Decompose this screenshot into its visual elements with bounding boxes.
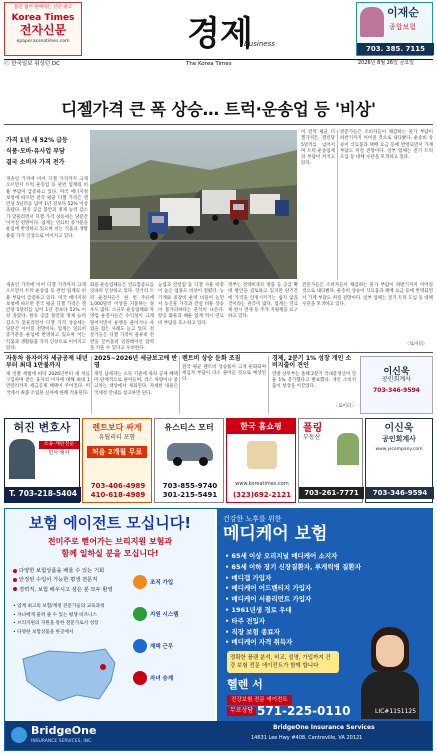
medicare-bullet-text: 메디갭 가입자 [231, 573, 272, 582]
auto-name: 유스티스 모터 [164, 423, 214, 432]
recruit-panel [5, 509, 215, 721]
brief-gdp[interactable] [272, 356, 356, 414]
promo-line1: 불만 없어 판매하는 신문·광고 [14, 5, 72, 10]
promo-url[interactable]: epaper.koreatimes.com [16, 39, 70, 45]
medicare-bullet: • 메디갭 가입자 [225, 573, 272, 582]
feature-icon [133, 639, 147, 653]
usa-map-icon [19, 641, 119, 707]
masthead [0, 0, 437, 66]
brief-body: 개인 납세자는 소득 기준에 따라 공제 혜택이 단계적으로 줄어들며, 리스 차량이나 중고차는 대상에서 제외된다. 자세한 내용은 국세청 안내를 참고하면 된다. [94, 371, 178, 396]
brand-sub: INSURANCE SERVICES, INC. [31, 739, 93, 744]
car-wheel-icon [173, 457, 182, 466]
main-headline[interactable] [4, 96, 433, 120]
cpa-phone[interactable]: 703-346-9594 [366, 487, 434, 499]
medicare-phone[interactable]: 571-225-0110 [257, 704, 351, 718]
medicare-bullet: • 메디케어 서플리먼트 가입자 [225, 595, 312, 604]
brief-tax[interactable] [94, 356, 178, 414]
recruit-bullet-text: 경력직, 보험 배우시고 싶은 분 모두 환영 [19, 586, 113, 593]
realty-phone[interactable]: 703-261-7771 [299, 487, 364, 499]
medicare-bullet-text: 65세 이상 오리지널 메디케어 소지자 [231, 552, 338, 560]
lawyer-specialty: 소송·재판전문 [39, 441, 79, 449]
recruit-bullet-text: 업계 최고의 보험/재정 전문가들의 교육과정 [17, 604, 105, 609]
apt-phone-2[interactable]: 410-618-4989 [90, 490, 146, 499]
medicare-bullet-text: 타주 전입자 [231, 616, 266, 625]
feature-item [133, 671, 211, 685]
cpa-sub: 공인회계사 [382, 434, 416, 443]
feature-icon [133, 575, 147, 589]
realtor-photo-icon [337, 433, 359, 465]
ad-lawyer[interactable] [4, 418, 80, 503]
article-col-d: 정부는 전략비축유 방출 등 공급 확대 방안을 검토하고 있지만 단기간에 가격을 안정시키기는 쉽지 않을 것이라는 관측이 많다. 업계는 연료세 한시 면제 등 추가 지원책을 요구하고 있다. [228, 283, 298, 320]
recruit-bullet: • 자녀에게 물려 줄 수 있는 평생 비즈니스 [13, 612, 97, 618]
headline-deck [6, 138, 88, 167]
agent-face-icon [376, 635, 404, 667]
brand-name: BridgeOne [31, 724, 97, 737]
promo-brand: Korea Times [11, 13, 75, 24]
feature-item [133, 575, 211, 589]
recruit-bullet: • 업계 최고의 보험/재정 전문가들의 교육과정 [13, 604, 105, 609]
brief-byline: 〈로이터〉 [333, 403, 356, 409]
ad-apartment[interactable] [82, 418, 152, 503]
feature-label: 자녀 승계 [150, 676, 174, 682]
medicare-title: 메디케어 보험 [223, 524, 328, 544]
recruit-bullet: • 다양한 보험상품을 한곳에서 [13, 629, 74, 635]
recruit-sub1: 전미주로 뻗어가는 브리지원 보험과 [47, 537, 173, 546]
ad-auto[interactable] [154, 418, 224, 503]
medicare-panel [217, 509, 432, 721]
usa-map-svg [19, 641, 119, 707]
medicare-bullet-text: 1961년생 경로 우대 [231, 605, 292, 614]
side-ad-name: 이신욱 [383, 367, 410, 377]
ad-home-shopping[interactable] [226, 418, 296, 503]
brief-body: 전국 평균 렌트비 상승률이 크게 둔화되며 세입자 부담이 다소 줄어들 것으로 예상된다. [182, 364, 266, 383]
shop-phone[interactable]: (323)692-2121 [232, 490, 291, 499]
brief-title: 자동차 융자이자 세금공제 내년부터 최대 1만불까지 [6, 355, 88, 369]
apt-phone[interactable]: 703-406-4989 [90, 481, 146, 490]
lawyer-phone[interactable]: T. 703-218-5404 [5, 487, 81, 502]
trucks-highway-image [90, 130, 297, 279]
medicare-bullet-text: 메디케어 어드밴티지 가입자 [231, 584, 312, 593]
medicare-compare: 정확한 플랜 분석, 비교, 설명, 가입까지 건강 보험 전문 에이전트가 함께 합니다 [227, 651, 339, 673]
article-col-c: 농업과 건설업 등 디젤 사용 비중이 높은 업종도 비상이 걸렸다. 농기계와 중장비 운영 비용이 늘면서 농산물 가격과 건설 비용 상승이 불가피하다는 분석이 나온다. 항공 화물과 해운 업계 역시 연료비 부담을 호소하고 있다. [158, 283, 224, 326]
feature-label: 재택 근무 [150, 644, 174, 650]
apt-line1: 렌트보다 싸게 [92, 423, 142, 432]
section-subtitle: Business [244, 40, 275, 48]
section-title-text: 경제 [187, 14, 253, 54]
lawyer-specialty-2: 민사·형사 [48, 450, 70, 456]
lawyer-photo-icon [9, 439, 35, 479]
recruit-bullet-text: 자녀에게 물려 줄 수 있는 평생 비즈니스 [17, 612, 97, 618]
medicare-bullet-text: 직장 보험 종료자 [231, 627, 280, 636]
section-rule [4, 352, 433, 353]
divider [91, 356, 92, 414]
feature-list [133, 575, 211, 685]
brief-body: 연방 상무부는 올해 2분기 국내총생산이 연율 1% 증가했다고 발표했다. 개인 소비지출이 성장을 이끌었다. [272, 371, 356, 390]
realty-sub: 부동산 [303, 433, 321, 441]
deck-line-2: 식품·모바·유사업 부담 [6, 147, 65, 155]
article-col-e: 전문가들은 소비자들이 체감하는 물가 부담이 하반기까지 이어질 것으로 내다봤다. 운송비 상승이 식료품과 택배 요금 등에 반영되면서 가계 부담도 커질 전망이다. 일부 업체는 전기 트럭 도입 등 대체 수단을 모색하고 있다. [340, 130, 433, 161]
medicare-bullet: • 메디케어 어드밴티지 가입자 [225, 584, 312, 593]
feature-item [133, 639, 211, 653]
medicare-bullet: • 메디케어 자격 취득자 [225, 638, 293, 647]
shop-name: 한국 홈쇼핑 [227, 419, 295, 434]
brief-auto-loan[interactable] [6, 356, 90, 414]
apt-line2: 유틸리티 포함 [98, 434, 136, 442]
agent-title: 건강보험 전문 에이전트 [227, 695, 292, 705]
feature-icon [133, 671, 147, 685]
recruit-headline: 보험 에이전트 모십니다! [28, 514, 192, 532]
footer-address: 14631 Lee Hwy #408, Centreville, VA 20121 [251, 735, 363, 741]
side-ad-phone[interactable]: 703-346-9594 [373, 387, 420, 395]
insurance-ad[interactable] [4, 508, 433, 751]
paper-name: The Korea Times [186, 61, 232, 67]
footer-company: BridgeOne Insurance Services [273, 724, 375, 731]
medicare-bullet-text: 65세 이하 장기 신장질환자, 루게릭병 질환자 [231, 562, 361, 571]
feature-item [133, 607, 211, 621]
ad-realty[interactable] [298, 418, 363, 503]
recruit-sub2: 함께 일하실 분을 모십니다! [61, 549, 159, 558]
bullet-icon [13, 578, 17, 582]
ad-cpa[interactable] [365, 418, 433, 503]
divider [179, 356, 180, 414]
medicare-bullet: • 65세 이하 장기 신장질환자, 루게릭병 질환자 [225, 562, 361, 571]
headline-text: 디젤가격 큰 폭 상승… 트럭·운송업 등 '비상' [61, 100, 376, 119]
car-wheel-icon [199, 457, 208, 466]
cpa-name: 이신욱 [384, 423, 414, 434]
auto-phone-2[interactable]: 301-215-5491 [162, 490, 218, 499]
article-byline: 〈로이터〉 [405, 342, 428, 347]
brief-side-ad[interactable] [360, 356, 433, 414]
divider [337, 130, 338, 280]
agent-photo-icon [360, 7, 384, 37]
article-col-b: 화물 운송업체들은 연료할증료를 잇따라 인상하고 있다. 장거리 트럭 운전사들은 한 번 주유에 1,000달러 이상을 지불하는 경우도 많다. 소규모 운송업체와 자영업 운전사들은 수익성이 크게 떨어지면서 운행을 줄이거나 사업을 접는 사례도 늘고 있다. 전문가들은 디젤 가격이 물류비 전반을 끌어올려 인플레이션 압력을 키울 수 있다고 우려한다. [90, 283, 154, 351]
shop-url[interactable]: www.koreatimes.com [235, 481, 289, 488]
recruit-bullet-text: 다양한 보험상품을 배울 수 있는 기회 [19, 568, 105, 574]
recruit-bullet-text: 안정된 수입이 가능한 평생 전문직 [19, 577, 98, 584]
article-col-e-cont: 전문가들은 소비자들이 체감하는 물가 부담이 하반기까지 이어질 것으로 내다봤다. 운송비 상승이 식료품과 택배 요금 등에 반영되면서 가계 부담도 커질 전망이다. 일부 업체는 전기 트럭 도입 등 대체 수단을 모색하고 있다. [302, 283, 433, 307]
feature-label: 조직 가입 [150, 580, 174, 586]
recruit-bullets-2 [13, 603, 131, 637]
realty-name: 폴링 [303, 423, 323, 434]
auto-phone[interactable]: 703-855-9740 [162, 481, 218, 490]
epaper-promo[interactable] [4, 2, 82, 56]
feature-icon [133, 607, 147, 621]
apt-line3: 처음 2개월 무료 [87, 446, 147, 458]
brief-rent[interactable] [182, 356, 266, 414]
medicare-bullet: • 직장 보험 종료자 [225, 627, 280, 636]
bullet-icon [13, 569, 17, 573]
article-col-a: 개솔린 가격에 이어 디젤 가격까지 크게 오르면서 트럭 운송업 등 관련 업계의 비용 부담이 급증하고 있다. 미국 에너지정보청에 따르면 전국 평균 디젤 가격은 갤런당 5달러를 넘어 1년 전보다 52% 이상 올랐다. 원유 공급 불안과 정제 능력 감소가 맞물리면서 디젤 가격 상승세는 당분간 이어질 전망이다. 업계는 연료비 증가분을 운임에 반영하고 있으며 이는 식품과 생활용품 가격 인상으로 이어지고 있다. [6, 177, 88, 239]
bullet-icon [13, 587, 17, 591]
brief-body: 새 연방 세법에 따라 2026년부터 새 차를 구입하며 받은 융자의 이자에 대해 최대 1만달러까지 세금공제 혜택이 주어진다. 미국에서 최종 조립된 신차에 한해 적용된다. [6, 371, 90, 396]
deck-line-3: 결국 소비자 가격 전가 [6, 158, 65, 166]
feature-label: 지원 시스템 [150, 612, 179, 618]
bridgeone-logo-icon [11, 727, 27, 743]
agent-license: LIC#1151125 [375, 708, 417, 715]
issue-date: 2026년 8월 26일 금요일 [358, 60, 415, 66]
brief-title: 2025~2026년 세금보고에 반영 [94, 355, 178, 369]
brief-title: 렌트비 상승 둔화 조짐 [182, 355, 241, 362]
insurance-top-ad[interactable] [356, 2, 433, 56]
top-ad-name: 이재순 [387, 6, 419, 19]
medicare-kicker: 건강한 노후를 위한 [223, 515, 282, 523]
medicare-bullet: • 65세 이상 오리지널 메디케어 소지자 [225, 552, 338, 560]
agent-name: 헬렌 서 [227, 678, 263, 691]
agent-photo [357, 627, 423, 719]
consult-label: 무료상담 [227, 707, 256, 716]
edition-label: Ⓒ 한국일보 워싱턴 DC [4, 61, 61, 67]
side-ad-sub: 공인회계사 [382, 376, 411, 384]
top-ad-phone[interactable]: 703. 385. 7115 [357, 43, 434, 55]
recruit-bullet-text: 다양한 보험상품을 한곳에서 [17, 629, 74, 635]
divider [268, 356, 269, 414]
product-icon [247, 441, 277, 469]
brief-title: 경제, 2분기 1% 성장 개인 소비지출이 견인 [272, 355, 352, 369]
medicare-bullet-text: 메디케어 서플리먼트 가입자 [231, 595, 312, 604]
recruit-bullet-text: 브리지원의 지원을 통한 전문가로서 성장 [17, 621, 99, 626]
article-col-a-cont: 개솔린 가격에 이어 디젤 가격까지 크게 오르면서 트럭 운송업 등 관련 업계의 비용 부담이 급증하고 있다. 미국 에너지정보청에 따르면 전국 평균 디젤 가격은 갤런당 5달러를 넘어 1년 전보다 52% 이상 올랐다. 원유 공급 불안과 정제 능력 감소가 맞물리면서 디젤 가격 상승세는 당분간 이어질 전망이다. 업계는 연료비 증가분을 운임에 반영하고 있으며 이는 식품과 생활용품 가격 인상으로 이어지고 있다. [6, 283, 86, 351]
deck-line-1: 가격 1년 새 52% 급등 [6, 137, 68, 144]
medicare-bullet-text: 메디케어 자격 취득자 [231, 638, 293, 647]
photo-caption: 미 전역 평균 디젤가격은 갤런당 5달러를 넘어서며 트럭 운송업계의 부담이 커지고 있다. [301, 130, 335, 167]
promo-title: 전자신문 [19, 22, 67, 37]
top-ad-sub: 종합보험 [389, 23, 417, 31]
cpa-url[interactable]: www.yicompany.com [375, 446, 423, 452]
lawyer-name: 허진 변호사 [13, 421, 71, 434]
medicare-bullet: • 타주 전입자 [225, 616, 266, 625]
recruit-bullet: • 브리지원의 지원을 통한 전문가로서 성장 [13, 621, 99, 626]
medicare-bullet: • 1961년생 경로 우대 [225, 605, 292, 614]
trucks-photo [90, 130, 297, 279]
headline-rule [4, 124, 433, 125]
